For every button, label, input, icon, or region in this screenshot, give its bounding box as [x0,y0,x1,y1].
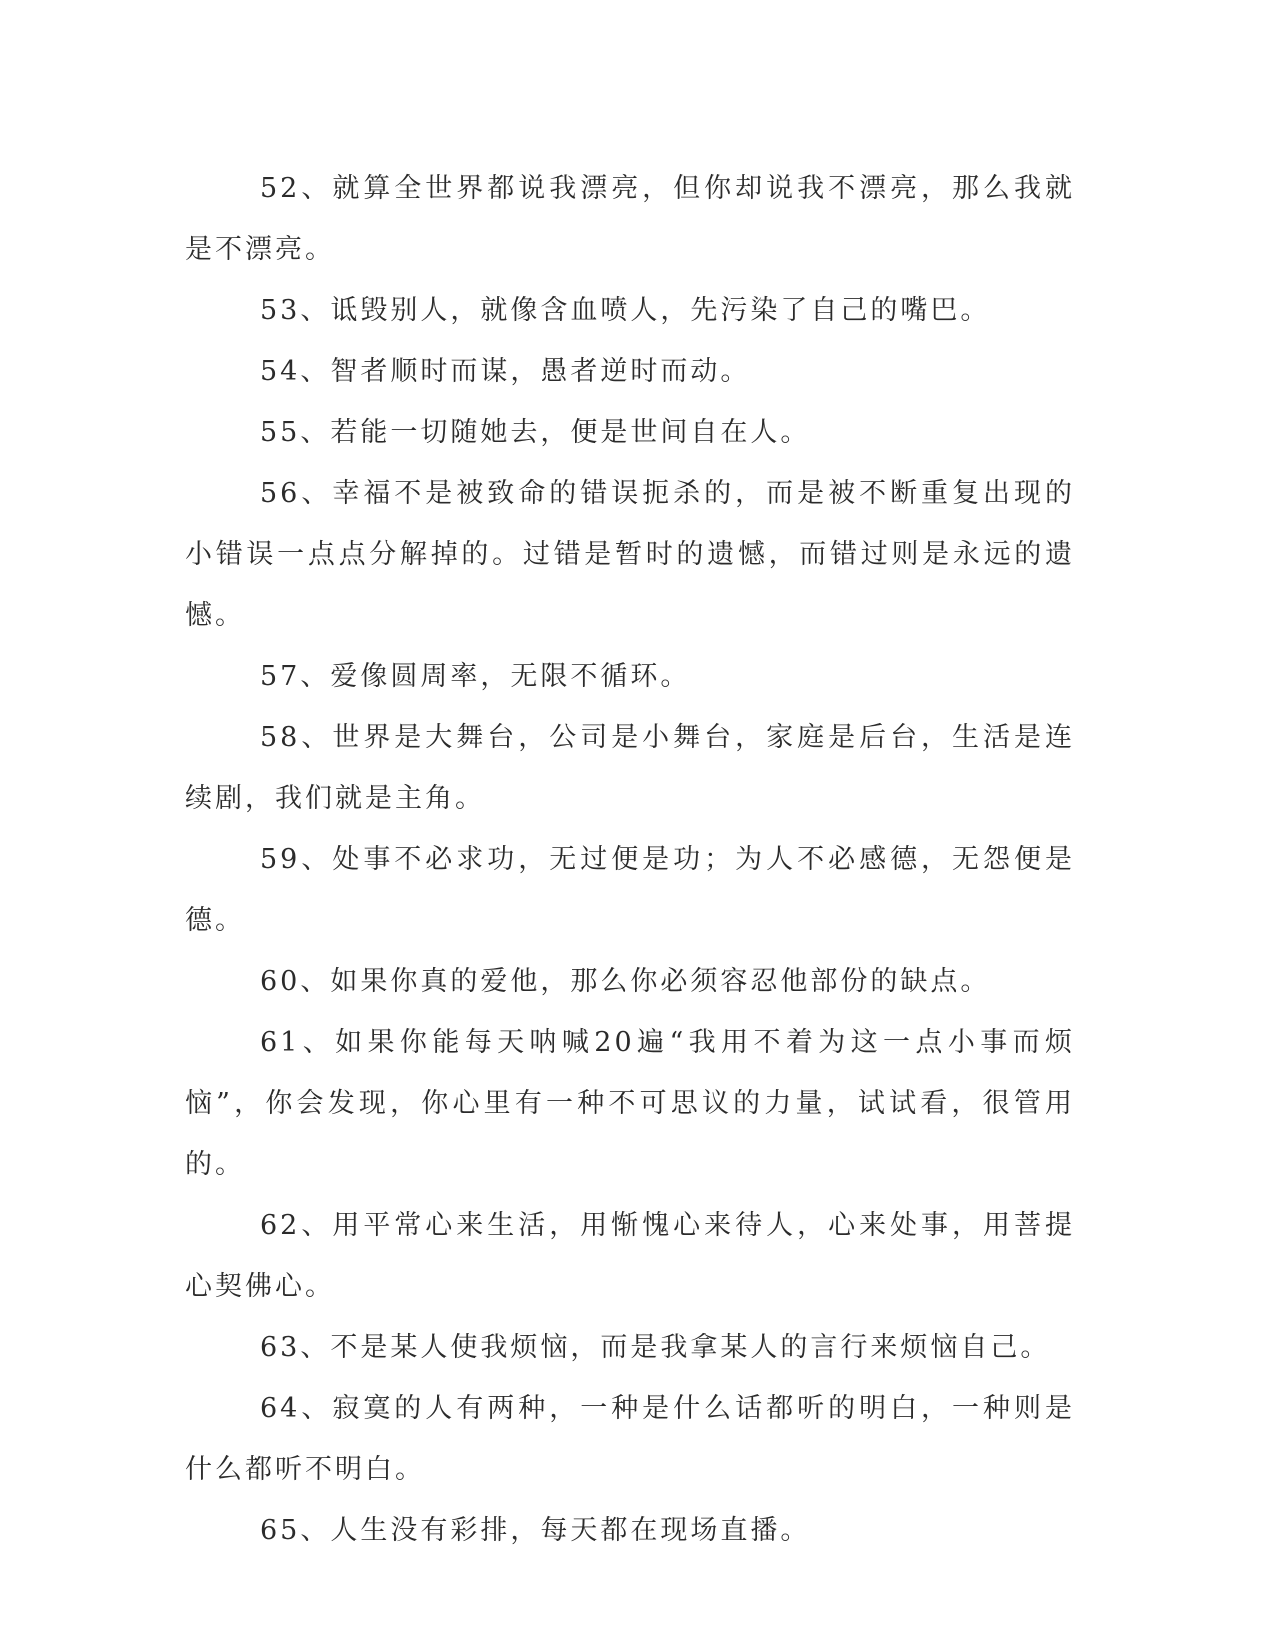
paragraph-59: 59、处事不必求功，无过便是功；为人不必感德，无怨便是德。 [185,844,1075,936]
paragraph-62: 62、用平常心来生活，用惭愧心来待人，心来处事，用菩提心契佛心。 [185,1210,1075,1302]
paragraph-54: 54、智者顺时而谋，愚者逆时而动。 [260,356,751,387]
paragraph-63: 63、不是某人使我烦恼，而是我拿某人的言行来烦恼自己。 [260,1332,1051,1363]
paragraph-60: 60、如果你真的爱他，那么你必须容忍他部份的缺点。 [260,966,991,997]
paragraph-53: 53、诋毁别人，就像含血喷人，先污染了自己的嘴巴。 [260,295,991,326]
document-body [185,158,1075,1561]
paragraph-57: 57、爱像圆周率，无限不循环。 [260,661,691,692]
paragraph-61: 61、如果你能每天呐喊20遍“我用不着为这一点小事而烦恼”，你会发现，你心里有一种不可思议的力量，试试看，很管用的。 [185,1027,1075,1180]
paragraph-64: 64、寂寞的人有两种，一种是什么话都听的明白，一种则是什么都听不明白。 [185,1393,1075,1485]
paragraph-56: 56、幸福不是被致命的错误扼杀的，而是被不断重复出现的小错误一点点分解掉的。过错是暂时的遗憾，而错过则是永远的遗憾。 [185,478,1075,631]
paragraph-55: 55、若能一切随她去，便是世间自在人。 [260,417,811,448]
paragraph-58: 58、世界是大舞台，公司是小舞台，家庭是后台，生活是连续剧，我们就是主角。 [185,722,1075,814]
paragraph-65: 65、人生没有彩排，每天都在现场直播。 [260,1515,811,1546]
paragraph-52: 52、就算全世界都说我漂亮，但你却说我不漂亮，那么我就是不漂亮。 [185,173,1075,265]
